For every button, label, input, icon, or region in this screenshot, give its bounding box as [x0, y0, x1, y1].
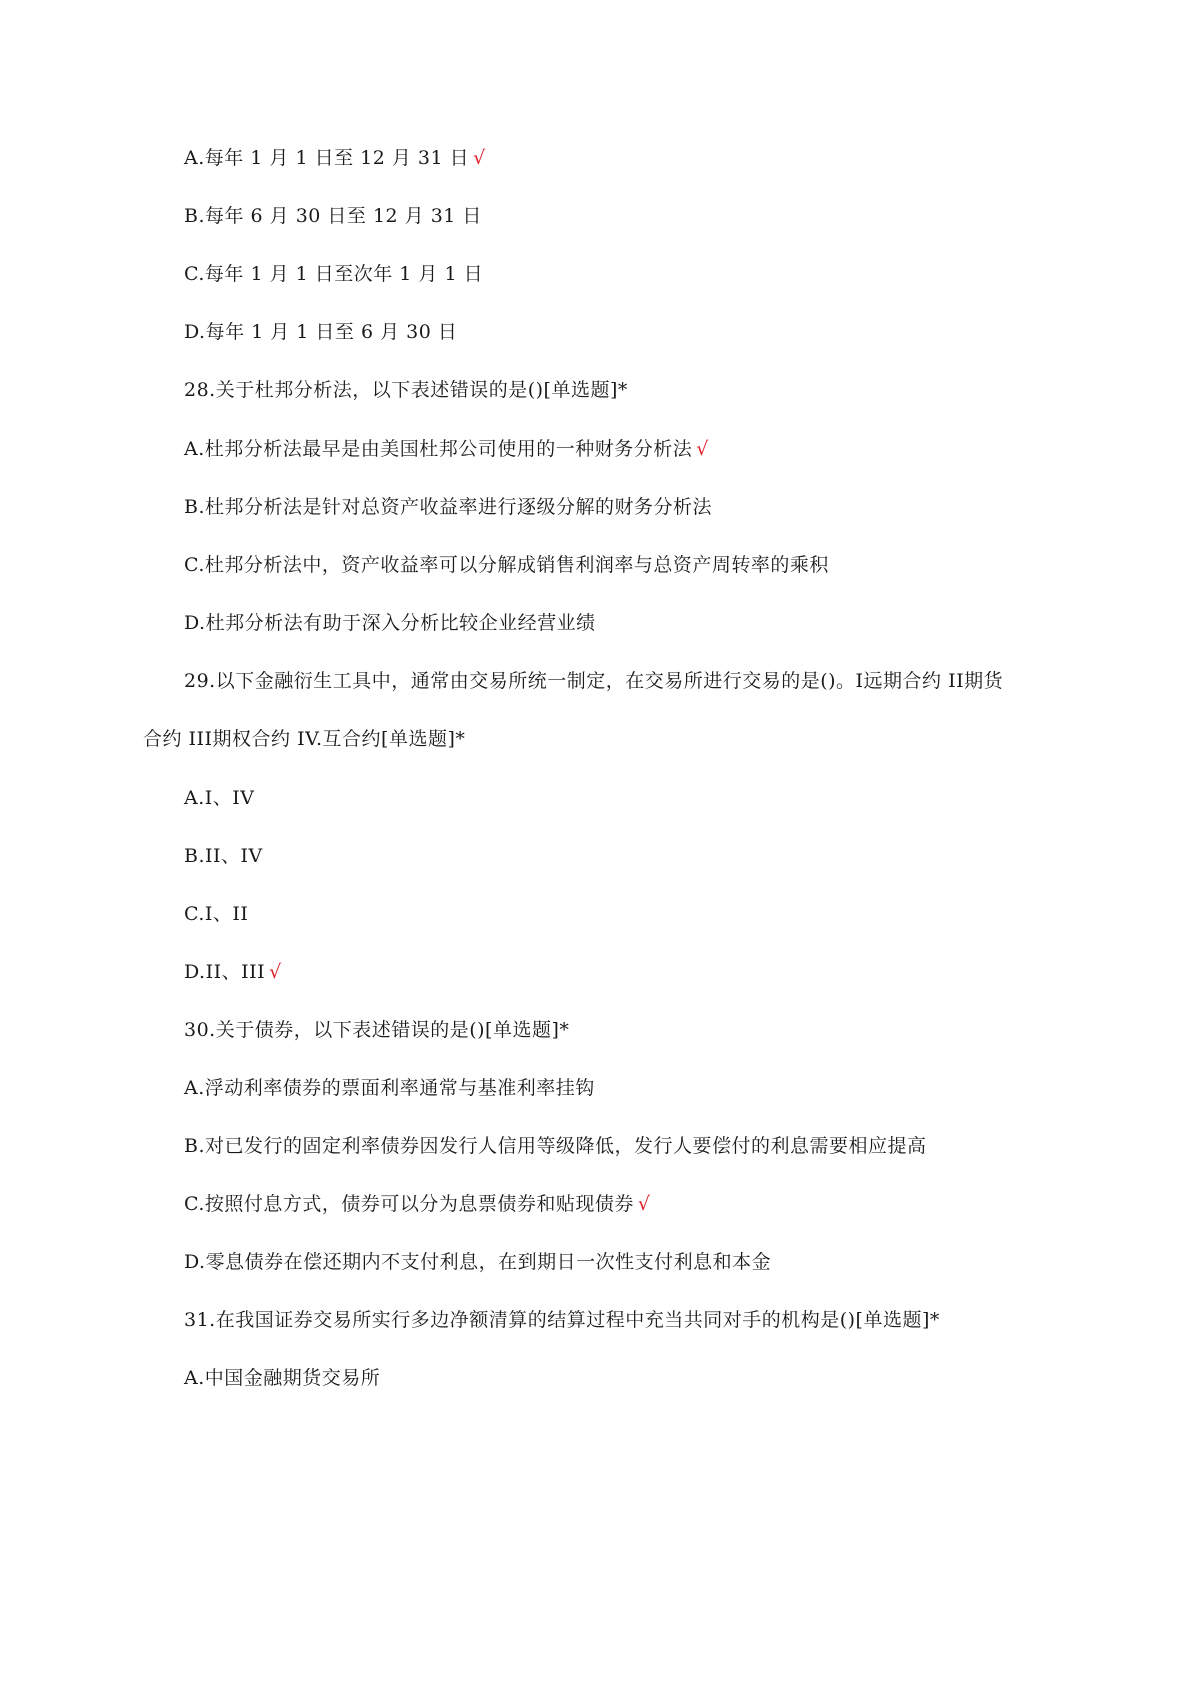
answer-option — [184, 146, 486, 170]
option-label: D.零息债券在偿还期内不支付利息，在到期日一次性支付利息和本金 — [184, 1251, 772, 1273]
option-label: D.II、III — [184, 961, 266, 983]
question-label: 29.以下金融衍生工具中，通常由交易所统一制定，在交易所进行交易的是()。I远期合约 II期货 — [184, 670, 1004, 692]
option-label: B.II、IV — [184, 845, 263, 867]
question-label: 合约 III期权合约 IV.互合约[单选题]* — [143, 728, 466, 750]
answer-option — [184, 320, 457, 344]
question-label: 30.关于债券，以下表述错误的是()[单选题]* — [184, 1019, 570, 1041]
option-label: A.每年 1 月 1 日至 12 月 31 日 — [184, 147, 470, 169]
option-label: A.中国金融期货交易所 — [184, 1367, 381, 1389]
answer-option — [184, 495, 712, 519]
answer-option — [184, 1192, 651, 1216]
answer-option — [184, 844, 263, 868]
answer-option — [184, 262, 483, 286]
answer-option — [184, 1134, 927, 1158]
answer-option — [184, 1076, 595, 1100]
answer-option — [184, 204, 482, 228]
answer-option — [184, 611, 596, 635]
question-label: 28.关于杜邦分析法，以下表述错误的是()[单选题]* — [184, 379, 628, 401]
option-label: D.杜邦分析法有助于深入分析比较企业经营业绩 — [184, 612, 596, 634]
correct-check-icon: √ — [637, 1193, 651, 1215]
option-label: B.每年 6 月 30 日至 12 月 31 日 — [184, 205, 482, 227]
option-label: A.浮动利率债券的票面利率通常与基准利率挂钩 — [184, 1077, 595, 1099]
correct-check-icon: √ — [269, 961, 282, 983]
option-label: D.每年 1 月 1 日至 6 月 30 日 — [184, 321, 458, 343]
answer-option — [184, 553, 829, 577]
option-label: C.杜邦分析法中，资产收益率可以分解成销售利润率与总资产周转率的乘积 — [184, 554, 829, 576]
option-label: C.每年 1 月 1 日至次年 1 月 1 日 — [184, 263, 484, 285]
question-text — [184, 1018, 569, 1042]
answer-option — [184, 960, 282, 984]
answer-option — [184, 1250, 771, 1274]
question-text — [143, 727, 465, 751]
question-label: 31.在我国证券交易所实行多边净额清算的结算过程中充当共同对手的机构是()[单选题]* — [184, 1309, 940, 1331]
option-label: B.杜邦分析法是针对总资产收益率进行逐级分解的财务分析法 — [184, 496, 713, 518]
question-text — [184, 669, 1003, 693]
answer-option — [184, 1366, 380, 1390]
answer-option — [184, 786, 255, 810]
answer-option — [184, 437, 709, 461]
option-label: C.I、II — [184, 903, 249, 925]
option-label: B.对已发行的固定利率债券因发行人信用等级降低，发行人要偿付的利息需要相应提高 — [184, 1135, 927, 1157]
option-label: C.按照付息方式，债券可以分为息票债券和贴现债券 — [184, 1193, 634, 1215]
correct-check-icon: √ — [696, 438, 709, 460]
question-text — [184, 378, 628, 402]
question-text — [184, 1308, 940, 1332]
answer-option — [184, 902, 248, 926]
option-label: A.杜邦分析法最早是由美国杜邦公司使用的一种财务分析法 — [184, 438, 693, 460]
correct-check-icon: √ — [473, 147, 486, 169]
option-label: A.I、IV — [184, 787, 255, 809]
